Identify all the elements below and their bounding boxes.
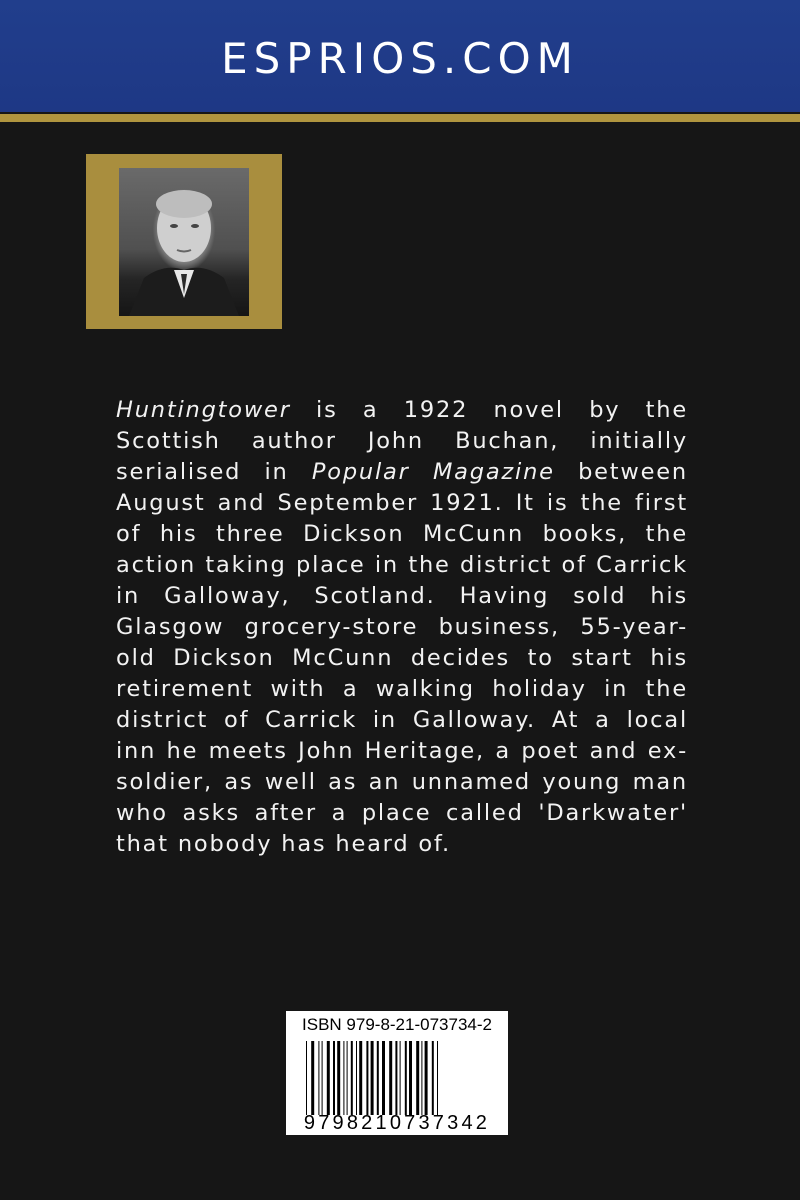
barcode-bar: [371, 1041, 374, 1115]
barcode-bar: [343, 1041, 344, 1115]
description-part-2: between August and September 1921. It is the first of his three Dickson McCunn books, the action taking place in the district of Carrick in Galloway, Scotland. Having sold his Glasgow grocery-store business, 55-year-old Dickson McCunn decides to start his retirement with a walking holiday in the district of Carrick in Galloway. At a local inn he meets John Heritage, a poet and ex-soldier, as well as an unnamed young man who asks after a place called 'Darkwater' that nobody has heard of.: [116, 459, 688, 857]
barcode-bar: [395, 1041, 397, 1115]
barcode-bar: [337, 1041, 340, 1115]
barcode-bar: [351, 1041, 353, 1115]
barcode-bar: [409, 1041, 412, 1115]
isbn-barcode: [286, 1011, 508, 1135]
barcode-bar: [366, 1041, 368, 1115]
barcode-bar: [421, 1041, 422, 1115]
publisher-header: [0, 0, 800, 112]
description-part-1: is a 1922 novel by the Scottish author John Buchan, initially serialised in: [116, 397, 688, 485]
barcode-bar: [405, 1041, 407, 1115]
barcode-bar: [318, 1041, 319, 1115]
isbn-label: ISBN 979-8-21-073734-2: [302, 1015, 492, 1034]
gold-divider: [0, 114, 800, 122]
barcode-bar: [359, 1041, 362, 1115]
barcode-bar: [333, 1041, 335, 1115]
magazine-name: Popular Magazine: [311, 459, 555, 485]
barcode-bar: [306, 1041, 307, 1115]
barcode-bar: [432, 1041, 434, 1115]
barcode-bar: [327, 1041, 330, 1115]
author-portrait-icon: [119, 168, 249, 316]
author-photo-frame: [86, 154, 282, 329]
barcode-bar: [377, 1041, 379, 1115]
book-description: [116, 395, 688, 860]
barcode-bars: [306, 1041, 496, 1115]
barcode-bar: [322, 1041, 323, 1115]
barcode-digits: 9798210737342: [303, 1112, 491, 1134]
barcode-bar: [425, 1041, 428, 1115]
publisher-title: ESPRIOS.COM: [221, 33, 579, 83]
barcode-bar: [347, 1041, 348, 1115]
barcode-bar: [437, 1041, 438, 1115]
barcode-bar: [416, 1041, 419, 1115]
portrait-svg: [119, 168, 249, 316]
book-title: Huntingtower: [116, 397, 291, 423]
barcode-bar: [382, 1041, 385, 1115]
barcode-bar: [389, 1041, 392, 1115]
barcode-bar: [400, 1041, 401, 1115]
barcode-bar: [311, 1041, 314, 1115]
barcode-bar: [356, 1041, 357, 1115]
